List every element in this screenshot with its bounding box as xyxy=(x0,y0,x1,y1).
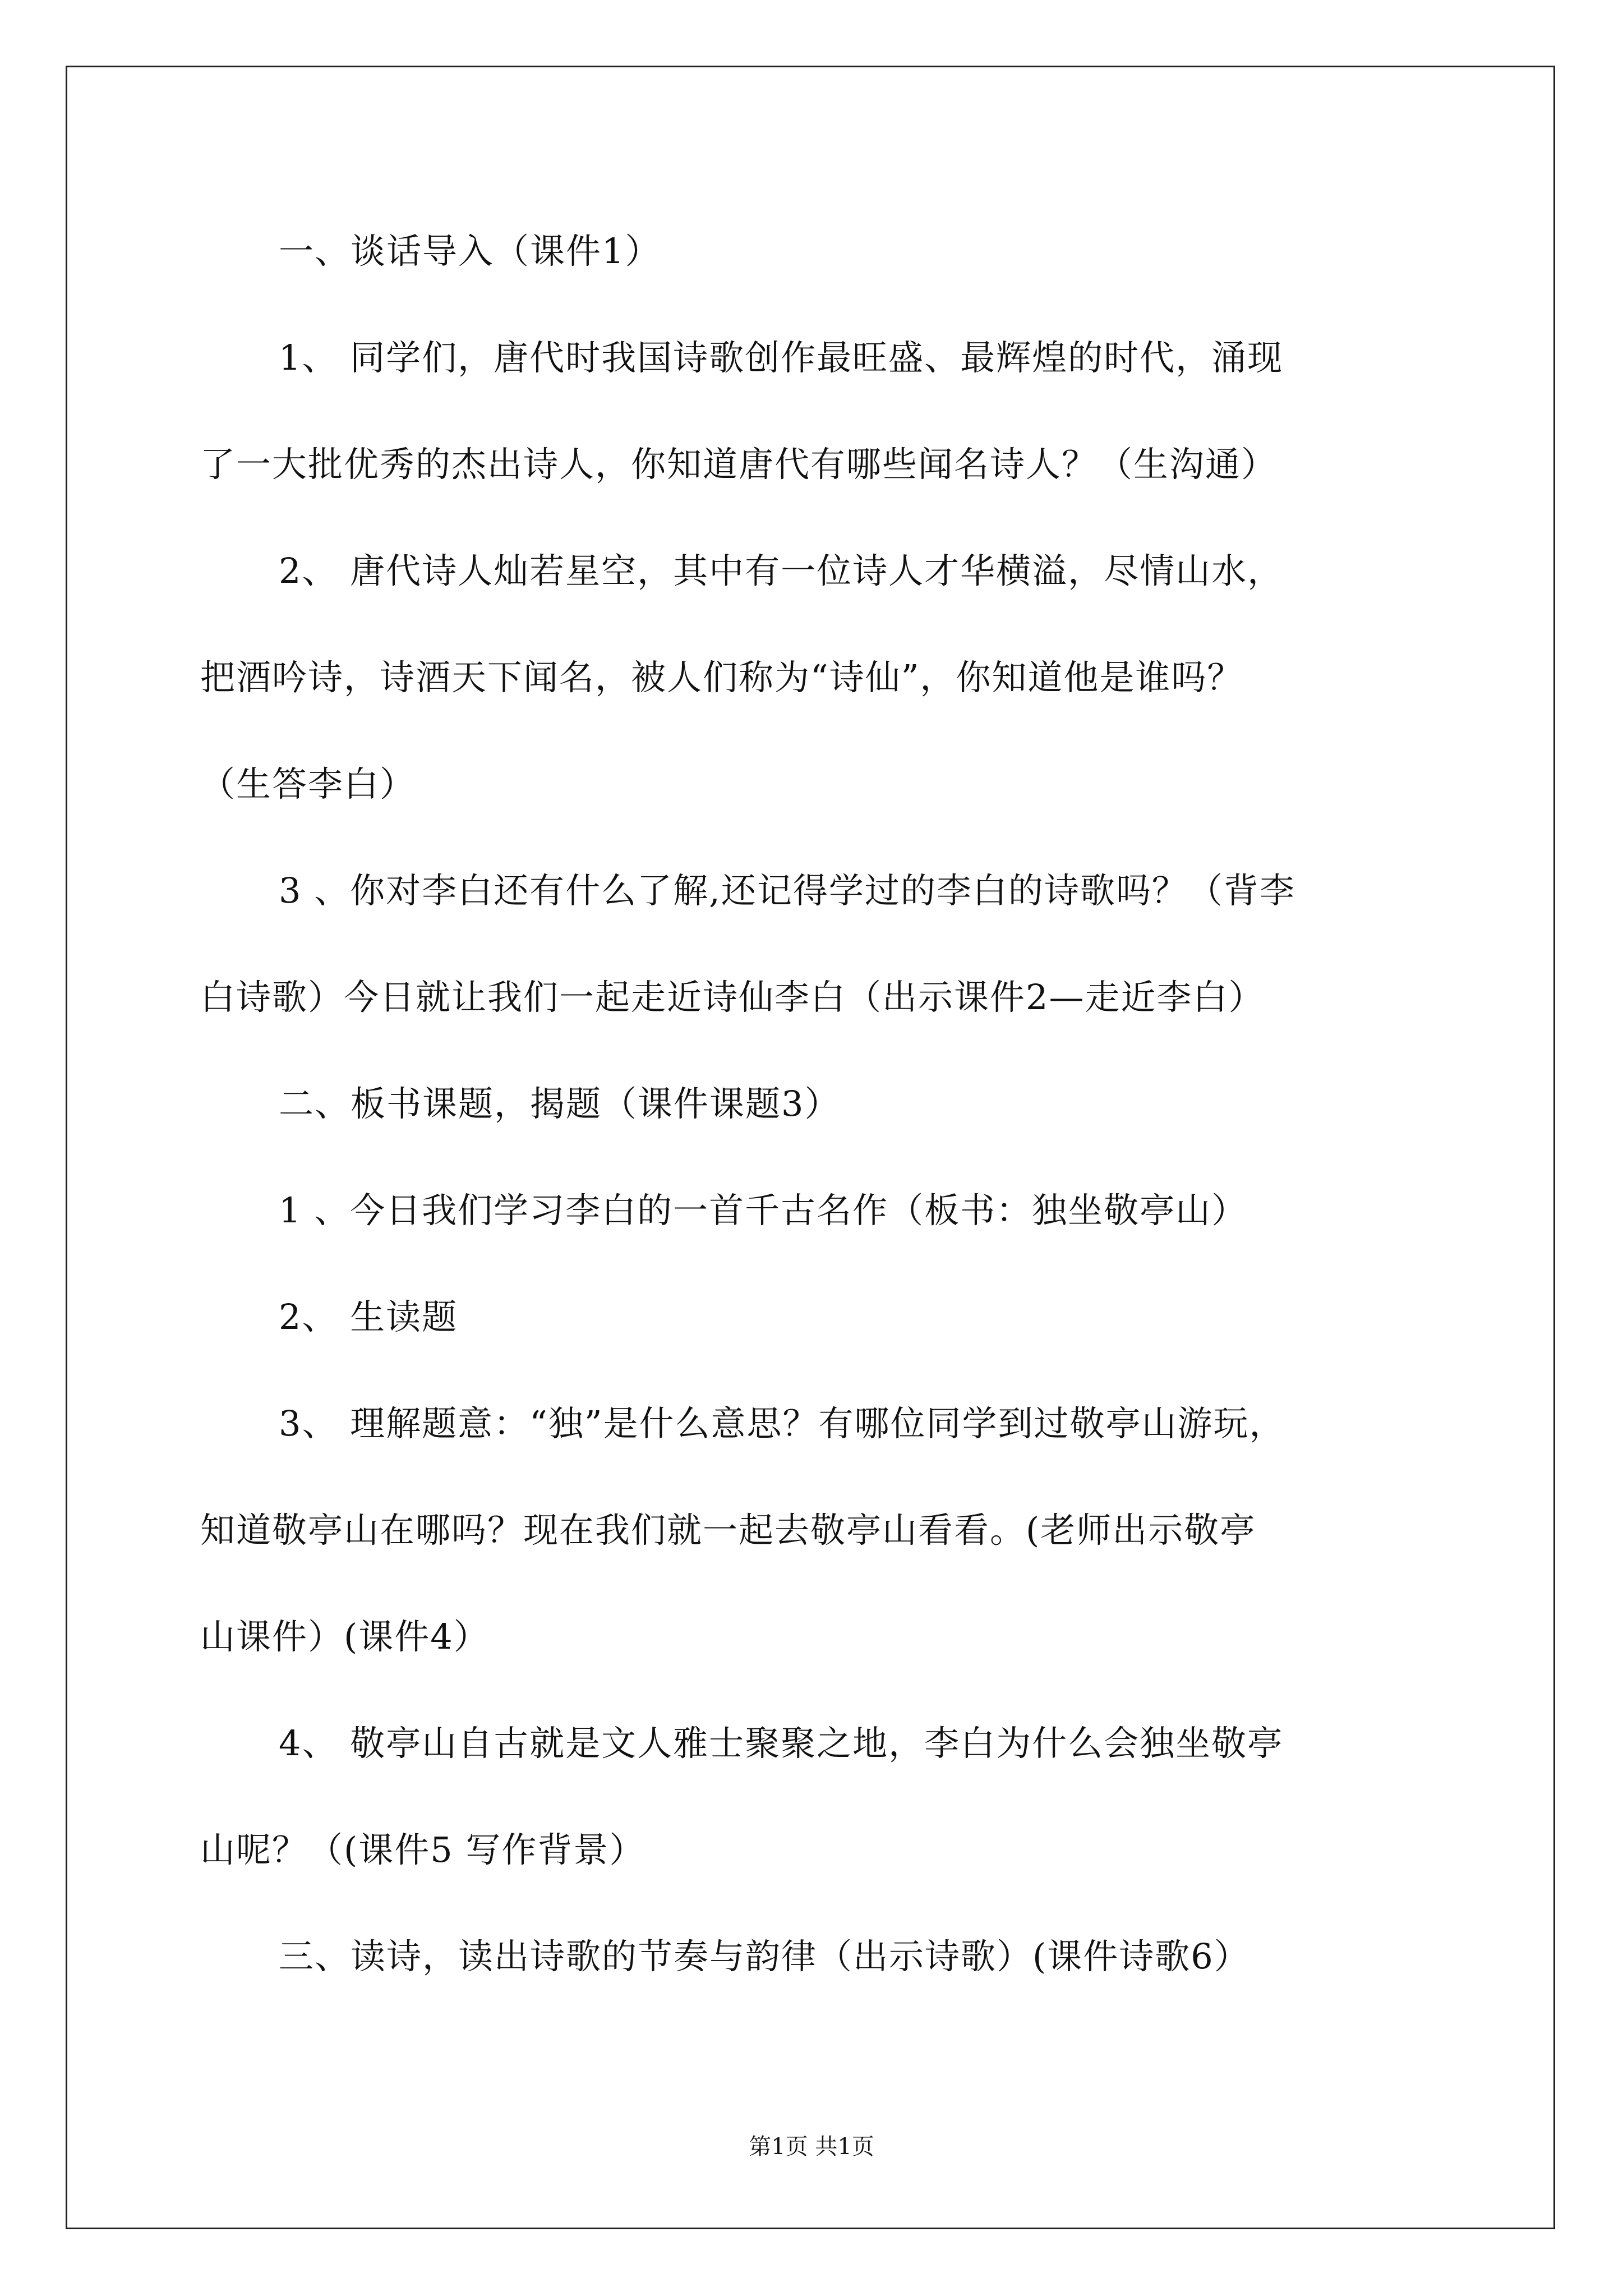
paragraph-line: 4、 敬亭山自古就是文人雅士聚聚之地，李白为什么会独坐敬亭 xyxy=(279,1723,1284,1764)
section-heading-1: 一、谈话导入（课件1） xyxy=(279,231,661,272)
paragraph-line: 1、 同学们，唐代时我国诗歌创作最旺盛、最辉煌的时代，涌现 xyxy=(279,337,1284,378)
paragraph-line: （生答李白） xyxy=(200,763,416,804)
section-heading-3: 三、读诗，读出诗歌的节奏与韵律（出示诗歌）(课件诗歌6） xyxy=(279,1936,1250,1977)
paragraph-line: 2、 唐代诗人灿若星空，其中有一位诗人才华横溢，尽情山水， xyxy=(279,550,1284,591)
paragraph-line: 把酒吟诗，诗酒天下闻名，被人们称为“诗仙”，你知道他是谁吗？ xyxy=(200,657,1243,698)
paragraph-line: 山呢？（(课件5 写作背景） xyxy=(200,1829,645,1870)
page-border xyxy=(66,66,1555,2229)
paragraph-line: 1 、今日我们学习李白的一首千古名作（板书：独坐敬亭山） xyxy=(279,1190,1248,1231)
paragraph-line: 白诗歌）今日就让我们一起走近诗仙李白（出示课件2—走近李白） xyxy=(200,977,1265,1018)
paragraph-line: 山课件）(课件4） xyxy=(200,1616,490,1657)
paragraph-line: 3 、你对李白还有什么了解,还记得学过的李白的诗歌吗？（背李 xyxy=(279,870,1295,911)
paragraph-line: 了一大批优秀的杰出诗人，你知道唐代有哪些闻名诗人？（生沟通） xyxy=(200,444,1278,485)
section-heading-2: 二、板书课题，揭题（课件课题3） xyxy=(279,1083,841,1124)
paragraph-line: 3、 理解题意：“独”是什么意思？有哪位同学到过敬亭山游玩， xyxy=(279,1403,1285,1444)
paragraph-line: 2、 生读题 xyxy=(279,1296,458,1337)
page-number-footer: 第1页 共1页 xyxy=(749,2134,874,2160)
paragraph-line: 知道敬亭山在哪吗？现在我们就一起去敬亭山看看。(老师出示敬亭 xyxy=(200,1510,1256,1550)
